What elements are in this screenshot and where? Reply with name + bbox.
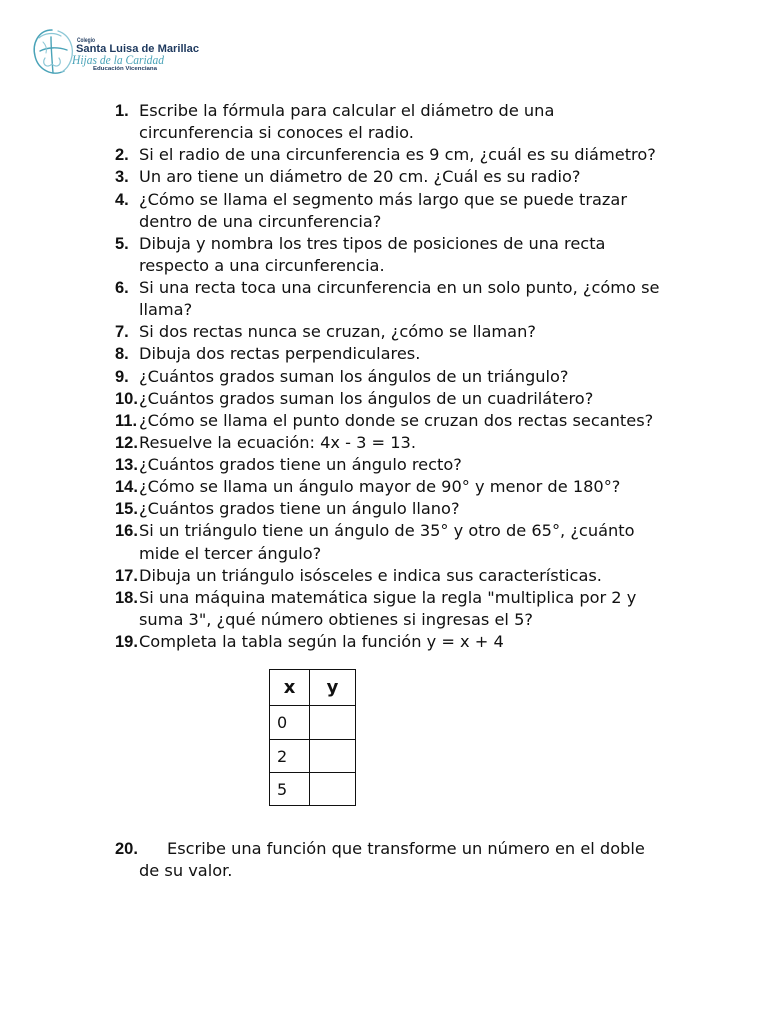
question-text-line: Si dos rectas nunca se cruzan, ¿cómo se llaman? — [139, 322, 536, 342]
question-number: 3. — [115, 168, 129, 187]
question-text-line: Dibuja dos rectas perpendiculares. — [139, 344, 421, 364]
question-number: 2. — [115, 146, 129, 165]
question-number: 13. — [115, 456, 138, 474]
question-text-line: Si un triángulo tiene un ángulo de 35° y otro de 65°, ¿cuánto — [139, 521, 635, 541]
question-item — [115, 631, 715, 653]
question-item — [115, 432, 715, 454]
question-item — [115, 343, 715, 365]
table-cell-y — [310, 706, 355, 740]
question-text-line: Dibuja un triángulo isósceles e indica sus características. — [139, 565, 602, 585]
question-item — [115, 476, 715, 498]
question-number: 7. — [115, 323, 129, 342]
question-item — [115, 587, 715, 631]
question-number: 12. — [115, 433, 138, 452]
question-item — [115, 366, 715, 388]
question-number: 15. — [115, 500, 138, 519]
table-cell-x: 0 — [270, 706, 310, 740]
question-item — [115, 166, 715, 188]
table-header-x: x — [270, 670, 310, 706]
function-table — [269, 669, 356, 806]
question-text-line: ¿Cómo se llama el punto donde se cruzan dos rectas secantes? — [139, 410, 654, 430]
question-number: 9. — [115, 367, 129, 386]
question-text-line: Dibuja y nombra los tres tipos de posiciones de una recta — [139, 233, 606, 253]
table-cell-x: 5 — [270, 773, 310, 805]
question-text-line: ¿Cuántos grados tiene un ángulo recto? — [139, 455, 462, 474]
question-text-line: ¿Cómo se llama un ángulo mayor de 90° y menor de 180°? — [139, 477, 621, 497]
question-text-line: de su valor. — [139, 861, 233, 881]
question-number: 1. — [115, 102, 129, 120]
question-text-line: Un aro tiene un diámetro de 20 cm. ¿Cuál es su radio? — [139, 167, 581, 187]
question-item — [115, 410, 715, 432]
question-number: 6. — [115, 279, 129, 297]
question-item — [115, 321, 715, 343]
question-text-line: mide el tercer ángulo? — [139, 543, 322, 563]
question-number: 8. — [115, 345, 129, 364]
table-cell-x: 2 — [270, 740, 310, 773]
question-text-line: Completa la tabla según la función y = x + 4 — [139, 632, 504, 651]
logo-emblem-icon — [34, 30, 72, 73]
table-header-y: y — [310, 670, 355, 706]
question-item — [115, 454, 715, 476]
question-item — [115, 838, 739, 882]
question-text-line: Resuelve la ecuación: 4x - 3 = 13. — [139, 432, 416, 452]
question-number: 4. — [115, 190, 129, 209]
question-item — [115, 144, 715, 166]
question-text-line: Si una recta toca una circunferencia en un solo punto, ¿cómo se — [139, 278, 660, 297]
table-cell-y — [310, 740, 355, 773]
question-number: 16. — [115, 522, 138, 541]
question-item — [115, 388, 715, 410]
question-text-line: respecto a una circunferencia. — [139, 255, 385, 275]
question-item — [115, 277, 715, 321]
logo-school-name: Santa Luisa de Marillac — [76, 43, 199, 55]
question-number: 20. — [115, 840, 138, 858]
question-number: 10. — [115, 389, 138, 408]
question-list — [115, 100, 715, 653]
question-number: 5. — [115, 234, 129, 253]
question-text-line: suma 3", ¿qué número obtienes si ingresas el 5? — [139, 609, 533, 629]
question-text-line: circunferencia si conoces el radio. — [139, 123, 414, 143]
question-text-line: ¿Cuántos grados suman los ángulos de un triángulo? — [139, 366, 569, 386]
question-item — [115, 520, 715, 564]
question-text-line: ¿Cuántos grados tiene un ángulo llano? — [139, 499, 460, 519]
question-number: 11. — [115, 411, 138, 430]
question-text-line: Si una máquina matemática sigue la regla "multiplica por 2 y — [139, 587, 637, 607]
school-logo — [30, 26, 205, 82]
question-item — [115, 100, 715, 144]
question-number: 17. — [115, 566, 138, 585]
question-item — [115, 498, 715, 520]
logo-subtitle: Educación Vicenciana — [93, 66, 159, 72]
question-text-line: llama? — [139, 300, 193, 320]
question-text-line: Si el radio de una circunferencia es 9 cm, ¿cuál es su diámetro? — [139, 145, 656, 165]
question-number: 19. — [115, 633, 138, 651]
question-number: 14. — [115, 478, 138, 497]
question-text-line: Escribe una función que transforme un número en el doble — [167, 839, 645, 858]
question-item — [115, 189, 715, 233]
question-text-line: Escribe la fórmula para calcular el diámetro de una — [139, 101, 555, 120]
question-item — [115, 233, 715, 277]
logo-motto: Hijas de la Caridad — [71, 53, 165, 67]
question-text-line: dentro de una circunferencia? — [139, 211, 382, 231]
question-text-line: ¿Cuántos grados suman los ángulos de un cuadrilátero? — [139, 388, 594, 408]
question-number: 18. — [115, 588, 138, 607]
question-item — [115, 565, 715, 587]
table-cell-y — [310, 773, 355, 805]
logo-college-label: Colegio — [77, 38, 96, 44]
question-text-line: ¿Cómo se llama el segmento más largo que se puede trazar — [139, 189, 627, 209]
